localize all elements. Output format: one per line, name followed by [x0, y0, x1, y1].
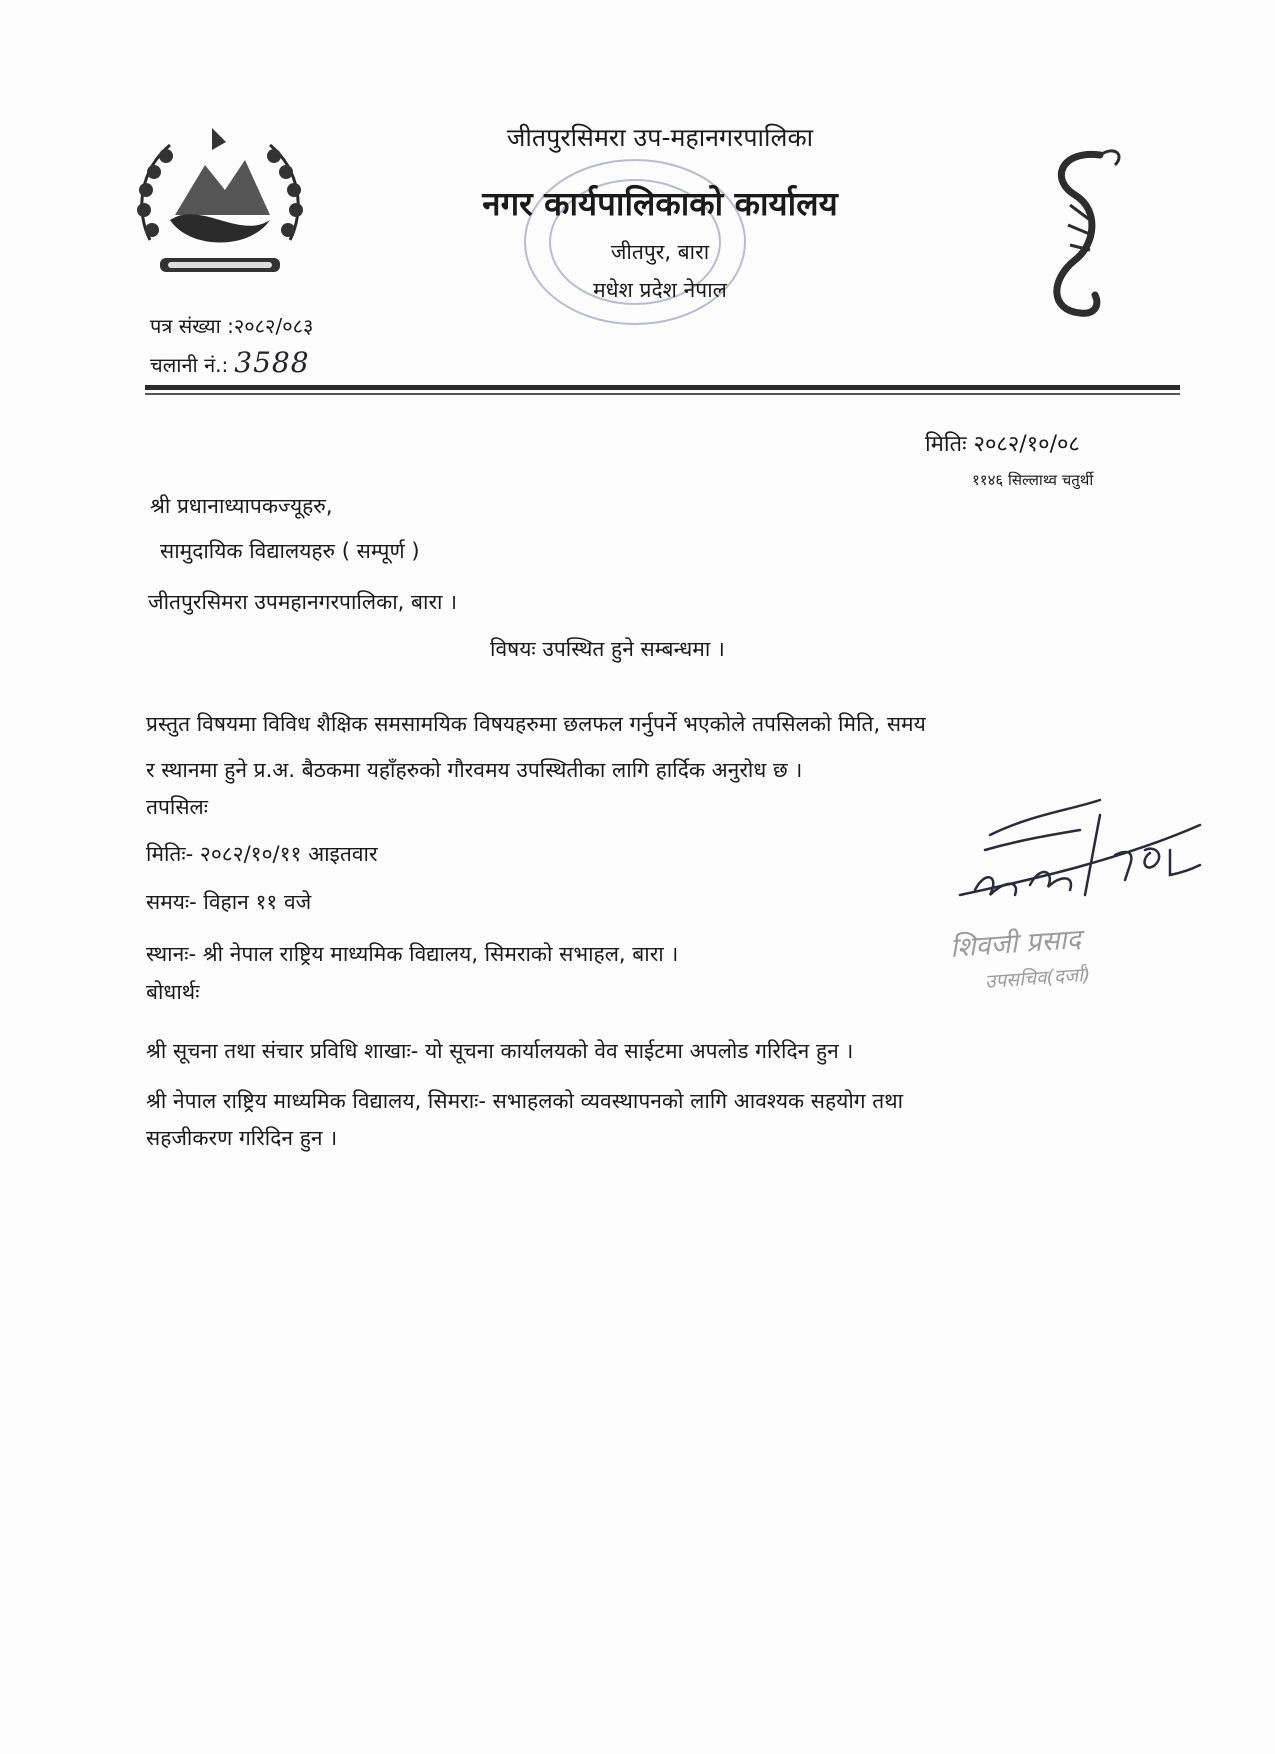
header-office: नगर कार्यपालिकाको कार्यालय	[482, 184, 838, 223]
subject: विषयः उपस्थित हुने सम्बन्धमा ।	[490, 637, 725, 661]
body-line-1: प्रस्तुत विषयमा विविध शैक्षिक समसामयिक विषयहरुमा छलफल गर्नुपर्ने भएकोले तपसिलको मिति, समय	[146, 712, 926, 736]
recipient-line-2: सामुदायिक विद्यालयहरु ( सम्पूर्ण )	[160, 539, 420, 563]
reference-number: पत्र संख्या :२०८२/०८३	[150, 314, 314, 338]
recipient-line-3: जीतपुरसिमरा उपमहानगरपालिका, बारा ।	[148, 590, 458, 614]
bodhartha-line-3: सहजीकरण गरिदिन हुन ।	[146, 1126, 338, 1150]
header-province: मधेश प्रदेश नेपाल	[593, 278, 727, 302]
bodhartha-heading: बोधार्थः	[146, 980, 200, 1004]
details-venue: स्थानः- श्री नेपाल राष्ट्रिय माध्यमिक विद्यालय, सिमराको सभाहल, बारा ।	[146, 942, 679, 966]
bodhartha-line-1: श्री सूचना तथा संचार प्रविधि शाखाः- यो सूचना कार्यालयको वेव साईटमा अपलोड गरिदिन हुन ।	[146, 1039, 854, 1063]
signatory-designation: उपसचिव(दर्जा)	[984, 963, 1092, 993]
municipality-logo-icon	[1040, 135, 1130, 320]
header-organization: जीतपुरसिमरा उप-महानगरपालिका	[506, 123, 814, 152]
header-city: जीतपुर, बारा	[610, 240, 710, 264]
chalani-number	[150, 346, 310, 379]
signature-icon	[930, 795, 1210, 935]
era-date: ११४६ सिल्लाथ्व चतुर्थी	[972, 471, 1094, 489]
recipient-line-1: श्री प्रधानाध्यापकज्यूहरु,	[150, 494, 333, 518]
chalani-label: चलानी नं.:	[150, 353, 229, 377]
details-date: मितिः- २०८२/१०/११ आइतवार	[146, 842, 378, 866]
details-heading: तपसिलः	[146, 795, 209, 819]
chalani-value: 3588	[234, 346, 310, 379]
body-line-2: र स्थानमा हुने प्र.अ. बैठकमा यहाँहरुको गौरवमय उपस्थितीका लागि हार्दिक अनुरोध छ ।	[146, 758, 803, 782]
header-divider	[145, 385, 1180, 390]
details-time: समयः- विहान ११ वजे	[146, 890, 312, 914]
header-divider-thin	[145, 393, 1180, 395]
signatory-name: शिवजी प्रसाद	[949, 923, 1082, 964]
nepal-emblem-icon	[130, 120, 310, 285]
letter-date: मितिः २०८२/१०/०८	[925, 432, 1080, 457]
bodhartha-line-2: श्री नेपाल राष्ट्रिय माध्यमिक विद्यालय, सिमराः- सभाहलको व्यवस्थापनको लागि आवश्यक सहयोग तथा	[146, 1089, 904, 1113]
